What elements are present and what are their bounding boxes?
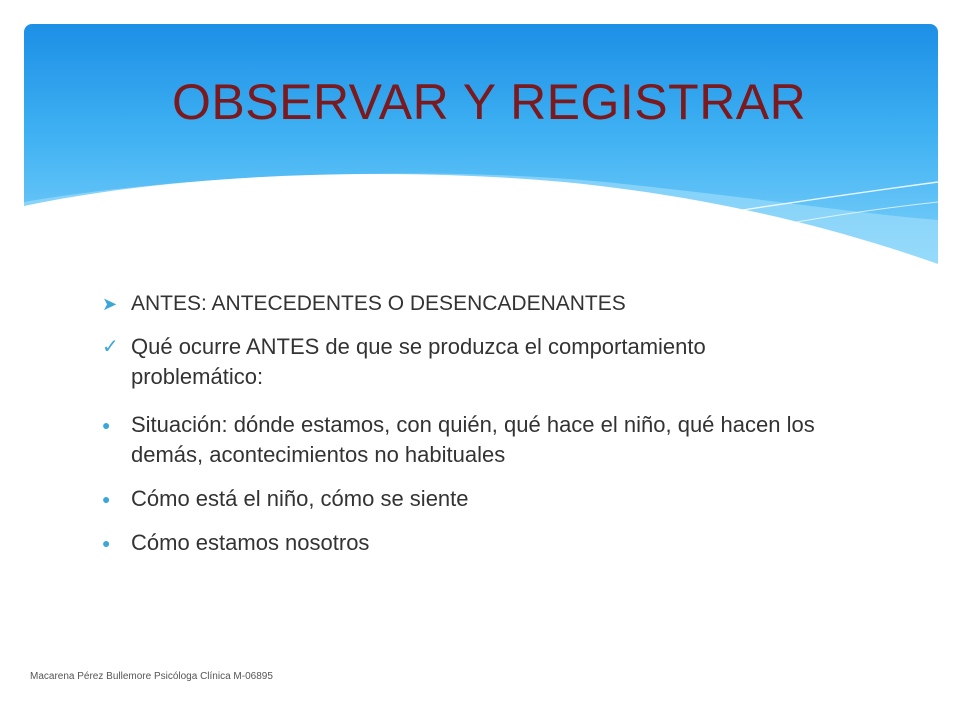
list-item-text: Cómo estamos nosotros [131, 530, 370, 555]
dot-bullet-icon: ● [102, 417, 111, 433]
arrow-bullet-icon: ➤ [102, 294, 118, 314]
slide-title: OBSERVAR Y REGISTRAR [172, 74, 807, 130]
dot-bullet-icon: ● [102, 491, 111, 507]
list-item [96, 288, 816, 320]
list-item-text: Situación: dónde estamos, con quién, qué hace el niño, qué hacen los demás, acontecimientos no habituales [131, 412, 815, 467]
list-item-text: Cómo está el niño, cómo se siente [131, 486, 469, 511]
footer-credit: Macarena Pérez Bullemore Psicóloga Clínica M-06895 [30, 671, 273, 682]
header-wave-graphic [24, 24, 938, 264]
list-item-text: Qué ocurre ANTES de que se produzca el comportamiento problemático: [131, 334, 706, 389]
list-item [96, 528, 816, 558]
list-item [96, 410, 816, 470]
list-item-text: ANTES: ANTECEDENTES O DESENCADENANTES [131, 292, 626, 315]
checkmark-icon: ✓ [102, 336, 119, 358]
content-list [96, 288, 816, 572]
dot-bullet-icon: ● [102, 535, 111, 551]
list-item [96, 484, 816, 514]
header-band [24, 24, 938, 264]
list-item [96, 332, 816, 392]
